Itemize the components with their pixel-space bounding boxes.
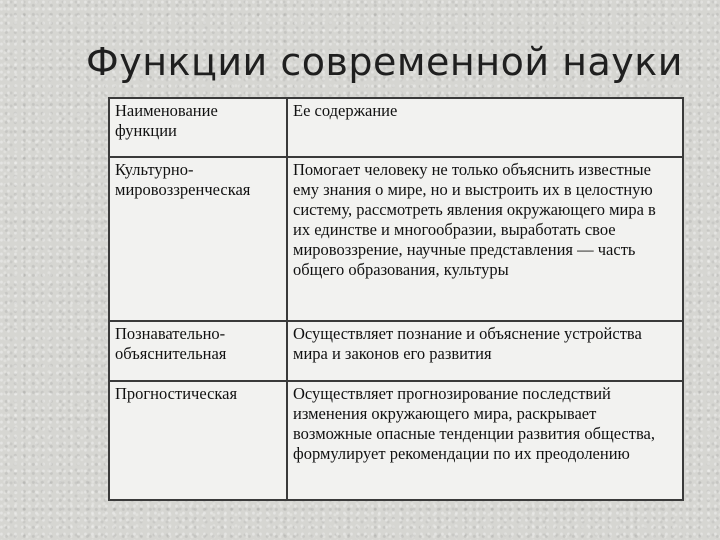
function-content-cell: Осуществляет прогнозирование последствий изменения окружающего мира, раскрывает возможные опасные тенденции развития общества, формулирует рекомендации по их преодолению bbox=[287, 381, 683, 500]
function-name-cell: Культурно-мировоззренческая bbox=[109, 157, 287, 321]
function-content-cell: Помогает человеку не только объяснить известные ему знания о мире, но и выстроить их в целостную систему, рассмотреть явления окружающего мира в их единстве и многообразии, выработать свое мировоззрение, научные представления — часть общего образования, культуры bbox=[287, 157, 683, 321]
function-name-cell: Прогностическая bbox=[109, 381, 287, 500]
function-content-cell: Осуществляет познание и объяснение устройства мира и законов его развития bbox=[287, 321, 683, 381]
table-header-row bbox=[109, 98, 683, 157]
function-name-cell: Познавательно-объяснительная bbox=[109, 321, 287, 381]
functions-table bbox=[108, 97, 684, 501]
table-row bbox=[109, 381, 683, 500]
header-function-content: Ее содержание bbox=[287, 98, 683, 157]
slide-title: Функции современной науки bbox=[86, 40, 683, 84]
table-row bbox=[109, 321, 683, 381]
table-row bbox=[109, 157, 683, 321]
header-function-name: Наименование функции bbox=[109, 98, 287, 157]
